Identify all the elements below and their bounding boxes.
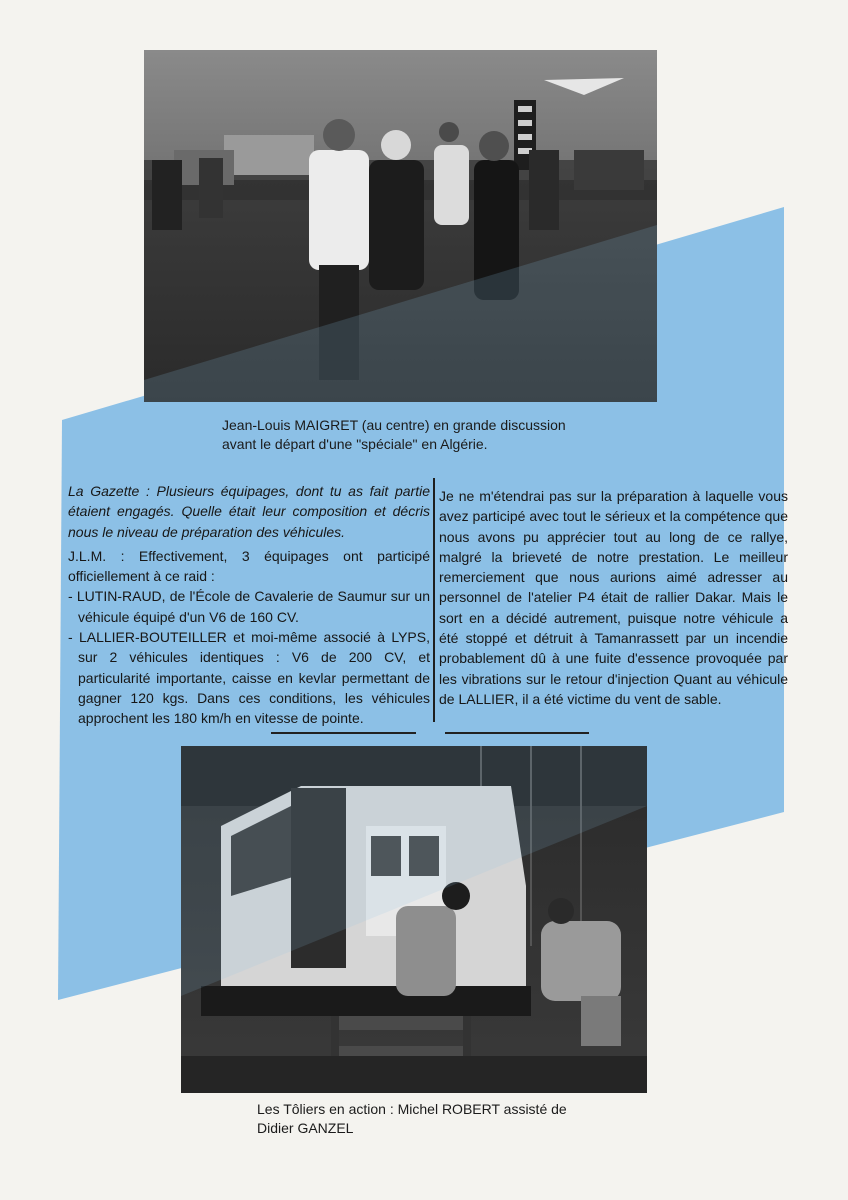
photo-workshop-image xyxy=(181,746,647,1093)
photo-rally-discussion xyxy=(144,50,657,402)
interview-bullet-2: - LALLIER-BOUTEILLER et moi-même associé à LYPS, sur 2 véhicules identiques : V6 de 200 CV, et particularité importante, caisse en kevlar permettant de gagner 120 kgs. Dans ces conditions, les véhicules approchent les 180 km/h en vitesse de pointe. xyxy=(68,629,430,727)
interview-question: La Gazette : Plusieurs équipages, dont tu as fait partie étaient engagés. Quelle était leur composition et décris nous le niveau de préparation des véhicules. xyxy=(68,483,430,540)
photo1-caption-line1: Jean-Louis MAIGRET (au centre) en grande discussion xyxy=(222,417,566,433)
column-divider xyxy=(433,478,435,722)
photo1-caption xyxy=(222,416,622,454)
interview-left-column xyxy=(68,481,430,729)
photo-workshop xyxy=(181,746,647,1093)
photo1-caption-line2: avant le départ d'une "spéciale" en Algérie. xyxy=(222,436,488,452)
interview-bullet-1: - LUTIN-RAUD, de l'École de Cavalerie de Saumur sur un véhicule équipé d'un V6 de 160 CV. xyxy=(68,588,430,625)
interview-answer-intro: J.L.M. : Effectivement, 3 équipages ont participé officiellement à ce raid : xyxy=(68,547,430,585)
section-rule-left xyxy=(271,732,416,734)
section-rule-right xyxy=(445,732,589,734)
photo-rally-discussion-image xyxy=(144,50,657,402)
photo2-caption xyxy=(257,1100,657,1138)
interview-right-paragraph: Je ne m'étendrai pas sur la préparation à laquelle vous avez participé avec tout le sérieux et la compétence que nous avons pu apprécier tout au long de ce rallye, malgré la brieveté de notre prestation. Le meilleur remerciement que nous aurions aimé adresser au personnel de l'atelier P4 était de rallier Dakar. Mais le sort en a décidé autrement, puisque notre véhicule a été stoppé et détruit à Tamanrassett par un incendie probablement dû à une fuite d'essence provoquée par les vibrations sur le retour d'injection Quant au véhicule de LALLIER, il a été victime du vent de sable. xyxy=(439,488,788,707)
photo2-caption-line2: Didier GANZEL xyxy=(257,1120,354,1136)
interview-right-column xyxy=(439,486,788,709)
photo2-caption-line1: Les Tôliers en action : Michel ROBERT assisté de xyxy=(257,1101,567,1117)
